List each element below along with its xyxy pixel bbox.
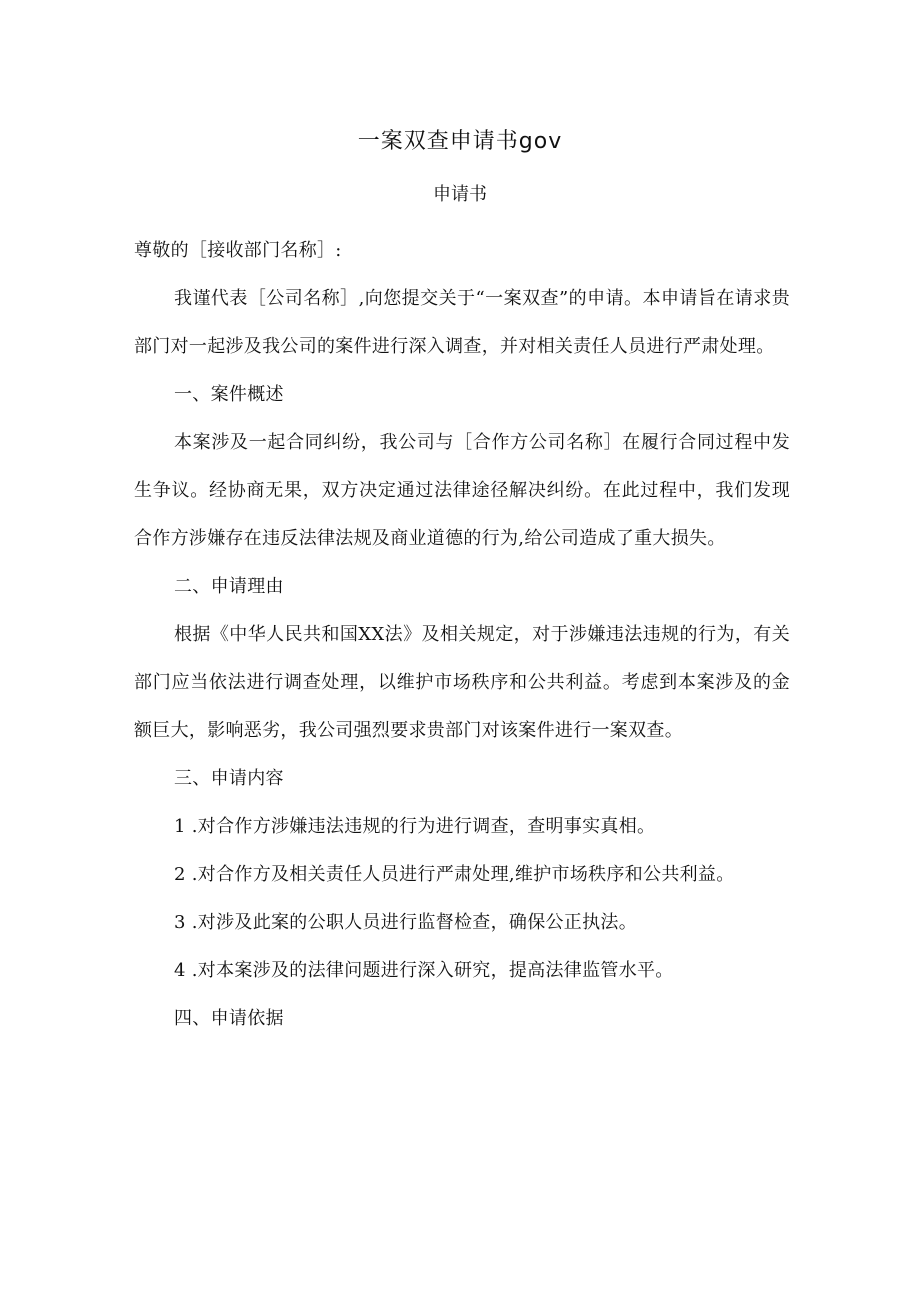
list-item-3: 3 .对涉及此案的公职人员进行监督检查，确保公正执法。 bbox=[174, 912, 637, 933]
paragraph-case-overview: 本案涉及一起合同纠纷，我公司与［合作方公司名称］在履行合同过程中发生争议。经协商无果，双方决定通过法律途径解决纠纷。在此过程中，我们发现合作方涉嫌存在违反法律法规及商业道德的行为,给公司造成了重大损失。 bbox=[134, 432, 790, 549]
list-item-2: 2 .对合作方及相关责任人员进行严肃处理,维护市场秩序和公共利益。 bbox=[174, 864, 735, 885]
list-item-1: 1 .对合作方涉嫌违法违规的行为进行调查，查明事实真相。 bbox=[174, 816, 656, 837]
section-heading-reasons: 二、申请理由 bbox=[174, 576, 284, 597]
section-heading-basis: 四、申请依据 bbox=[174, 1008, 284, 1029]
section-heading-case-overview: 一、案件概述 bbox=[174, 384, 284, 405]
document-subtitle: 申请书 bbox=[433, 184, 487, 205]
paragraph-intro: 我谨代表［公司名称］,向您提交关于“一案双查”的申请。本申请旨在请求贵部门对一起涉及我公司的案件进行深入调查，并对相关责任人员进行严肃处理。 bbox=[134, 288, 790, 357]
section-heading-contents: 三、申请内容 bbox=[174, 768, 284, 789]
document-title: 一案双查申请书gov bbox=[357, 129, 563, 154]
salutation: 尊敬的［接收部门名称］: bbox=[134, 240, 342, 261]
list-item-4: 4 .对本案涉及的法律问题进行深入研究，提高法律监管水平。 bbox=[174, 960, 674, 981]
document-body bbox=[134, 227, 790, 1043]
paragraph-reasons: 根据《中华人民共和国XX法》及相关规定，对于涉嫌违法违规的行为，有关部门应当依法进行调查处理，以维护市场秩序和公共利益。考虑到本案涉及的金额巨大，影响恶劣，我公司强烈要求贵部门对该案件进行一案双查。 bbox=[134, 624, 790, 741]
